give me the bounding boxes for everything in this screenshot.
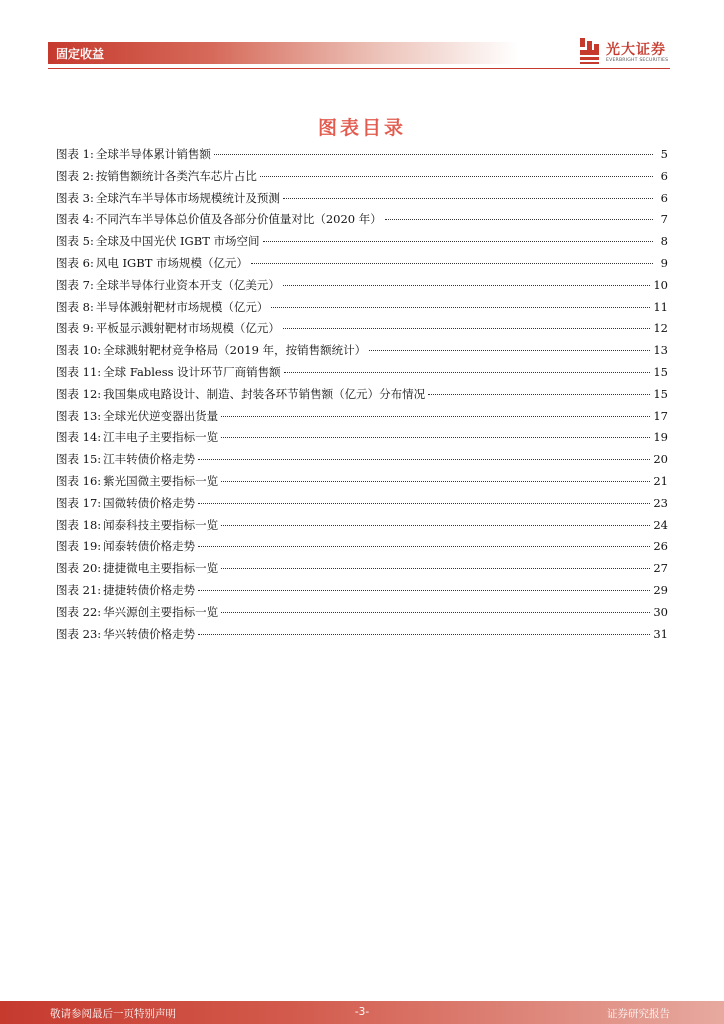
toc-entry-prefix: 图表 18:: [56, 517, 102, 532]
toc-entry-title: 全球半导体行业资本开支（亿美元）: [95, 277, 280, 292]
toc-dot-leader: [198, 546, 650, 547]
toc-entry-prefix: 图表 8:: [56, 299, 94, 314]
toc-entry-page: 8: [660, 234, 668, 249]
toc-entry-page: 24: [653, 517, 668, 532]
toc-dot-leader: [221, 568, 650, 569]
toc-entry-prefix: 图表 3:: [56, 190, 94, 205]
toc-entry-title: 全球光伏逆变器出货量: [103, 408, 219, 423]
toc-entry[interactable]: [56, 539, 668, 561]
toc-entry-prefix: 图表 7:: [56, 277, 94, 292]
toc-entry-page: 27: [653, 561, 668, 576]
toc-dot-leader: [369, 350, 650, 351]
toc-dot-leader: [198, 634, 650, 635]
toc-entry-prefix: 图表 2:: [56, 168, 94, 183]
toc-entry-page: 26: [653, 539, 668, 554]
toc-entry-page: 6: [660, 168, 668, 183]
toc-entry-prefix: 图表 12:: [56, 386, 102, 401]
toc-entry-page: 12: [653, 321, 668, 336]
toc-entry-title: 不同汽车半导体总价值及各部分价值量对比（2020 年）: [95, 212, 382, 227]
toc-entry-page: 5: [660, 147, 668, 161]
toc-entry[interactable]: [56, 147, 668, 169]
toc-entry[interactable]: [56, 583, 668, 605]
toc-entry-page: 7: [660, 212, 668, 227]
toc-entry[interactable]: [56, 387, 668, 409]
page-number: -3-: [354, 1006, 370, 1018]
toc-entry[interactable]: [56, 278, 668, 300]
toc-dot-leader: [283, 198, 653, 199]
toc-entry-title: 捷捷转债价格走势: [103, 582, 196, 597]
toc-entry-title: 国微转债价格走势: [103, 495, 196, 510]
logo-name: 光大证券: [606, 42, 666, 58]
toc-entry-prefix: 图表 15:: [56, 452, 102, 467]
toc-entry[interactable]: [56, 300, 668, 322]
toc-entry-prefix: 图表 23:: [56, 626, 102, 641]
toc-dot-leader: [428, 394, 650, 395]
toc-entry[interactable]: [56, 234, 668, 256]
toc-entry[interactable]: [56, 496, 668, 518]
toc-entry-title: 华兴源创主要指标一览: [103, 604, 219, 619]
toc-entry-page: 15: [653, 386, 668, 401]
toc-entry-page: 19: [653, 430, 668, 445]
toc-entry[interactable]: [56, 474, 668, 496]
toc-dot-leader: [271, 307, 650, 308]
toc-entry-prefix: 图表 10:: [56, 343, 102, 358]
toc-entry-page: 23: [653, 495, 668, 510]
toc-dot-leader: [221, 416, 650, 417]
toc-dot-leader: [251, 263, 653, 264]
toc-entry-prefix: 图表 13:: [56, 408, 102, 423]
toc-entry-page: 6: [660, 190, 668, 205]
toc-entry[interactable]: [56, 212, 668, 234]
toc-entry-prefix: 图表 6:: [56, 255, 94, 270]
toc-entry-page: 13: [653, 343, 668, 358]
toc-dot-leader: [198, 503, 650, 504]
toc-entry[interactable]: [56, 256, 668, 278]
toc-entry[interactable]: [56, 409, 668, 431]
toc-entry-title: 全球半导体累计销售额: [95, 147, 211, 161]
toc-entry-prefix: 图表 19:: [56, 539, 102, 554]
toc-dot-leader: [283, 328, 651, 329]
toc-entry-prefix: 图表 5:: [56, 234, 94, 249]
toc-entry-page: 29: [653, 582, 668, 597]
logo-subtitle: EVERBRIGHT SECURITIES: [606, 58, 669, 63]
toc-entry[interactable]: [56, 627, 668, 649]
toc-entry-prefix: 图表 21:: [56, 582, 102, 597]
toc-entry-title: 闻泰科技主要指标一览: [103, 517, 219, 532]
toc-entry[interactable]: [56, 343, 668, 365]
toc-list: [56, 147, 668, 648]
toc-entry[interactable]: [56, 561, 668, 583]
toc-entry-title: 全球 Fabless 设计环节厂商销售额: [103, 364, 281, 379]
toc-entry-page: 20: [653, 452, 668, 467]
toc-entry-title: 华兴转债价格走势: [103, 626, 196, 641]
toc-entry-page: 30: [653, 604, 668, 619]
toc-dot-leader: [221, 481, 650, 482]
toc-entry-title: 全球汽车半导体市场规模统计及预测: [95, 190, 280, 205]
toc-entry-prefix: 图表 9:: [56, 321, 94, 336]
toc-entry-title: 按销售额统计各类汽车芯片占比: [95, 168, 257, 183]
toc-dot-leader: [284, 372, 651, 373]
toc-entry-prefix: 图表 22:: [56, 604, 102, 619]
header-divider: [48, 68, 670, 69]
header-band: [48, 42, 518, 64]
toc-entry[interactable]: [56, 452, 668, 474]
toc-dot-leader: [263, 241, 653, 242]
toc-entry-page: 15: [653, 364, 668, 379]
toc-entry[interactable]: [56, 169, 668, 191]
toc-entry-title: 风电 IGBT 市场规模（亿元）: [95, 255, 249, 270]
toc-entry-page: 31: [653, 626, 668, 641]
toc-entry-prefix: 图表 14:: [56, 430, 102, 445]
toc-entry-title: 江丰转债价格走势: [103, 452, 196, 467]
toc-dot-leader: [283, 285, 651, 286]
toc-entry-title: 闻泰转债价格走势: [103, 539, 196, 554]
footer-report-type: 证券研究报告: [607, 1008, 670, 1020]
toc-dot-leader: [260, 176, 653, 177]
toc-entry-title: 平板显示溅射靶材市场规模（亿元）: [95, 321, 280, 336]
toc-entry[interactable]: [56, 430, 668, 452]
toc-entry[interactable]: [56, 605, 668, 627]
toc-entry-prefix: 图表 11:: [56, 364, 102, 379]
toc-entry-page: 9: [660, 255, 668, 270]
toc-entry-title: 半导体溅射靶材市场规模（亿元）: [95, 299, 269, 314]
footer-band: [0, 1001, 724, 1024]
toc-dot-leader: [198, 459, 650, 460]
toc-entry-prefix: 图表 1:: [56, 147, 94, 161]
toc-entry[interactable]: [56, 321, 668, 343]
toc-dot-leader: [385, 219, 653, 220]
toc-entry-title: 捷捷微电主要指标一览: [103, 561, 219, 576]
toc-entry-title: 我国集成电路设计、制造、封装各环节销售额（亿元）分布情况: [103, 386, 426, 401]
toc-dot-leader: [221, 525, 650, 526]
company-logo: [578, 38, 678, 68]
toc-entry-page: 10: [653, 277, 668, 292]
toc-dot-leader: [214, 154, 653, 155]
toc-title: 图表目录: [317, 117, 406, 139]
section-label: 固定收益: [56, 47, 105, 61]
toc-entry-title: 全球及中国光伏 IGBT 市场空间: [95, 234, 260, 249]
toc-entry-prefix: 图表 4:: [56, 212, 94, 227]
toc-entry-title: 江丰电子主要指标一览: [103, 430, 219, 445]
toc-entry[interactable]: [56, 191, 668, 213]
toc-entry-title: 紫光国微主要指标一览: [103, 473, 219, 488]
toc-dot-leader: [221, 437, 650, 438]
footer-disclaimer: 敬请参阅最后一页特别声明: [50, 1008, 176, 1020]
toc-entry-prefix: 图表 17:: [56, 495, 102, 510]
toc-entry-page: 11: [653, 299, 668, 314]
toc-entry-title: 全球溅射靶材竞争格局（2019 年，按销售额统计）: [103, 343, 367, 358]
toc-entry[interactable]: [56, 518, 668, 540]
toc-dot-leader: [221, 612, 650, 613]
toc-dot-leader: [198, 590, 650, 591]
toc-entry[interactable]: [56, 365, 668, 387]
toc-entry-page: 21: [653, 473, 668, 488]
logo-mark-icon: [578, 38, 600, 66]
toc-entry-prefix: 图表 16:: [56, 473, 102, 488]
toc-entry-page: 17: [653, 408, 668, 423]
toc-entry-prefix: 图表 20:: [56, 561, 102, 576]
